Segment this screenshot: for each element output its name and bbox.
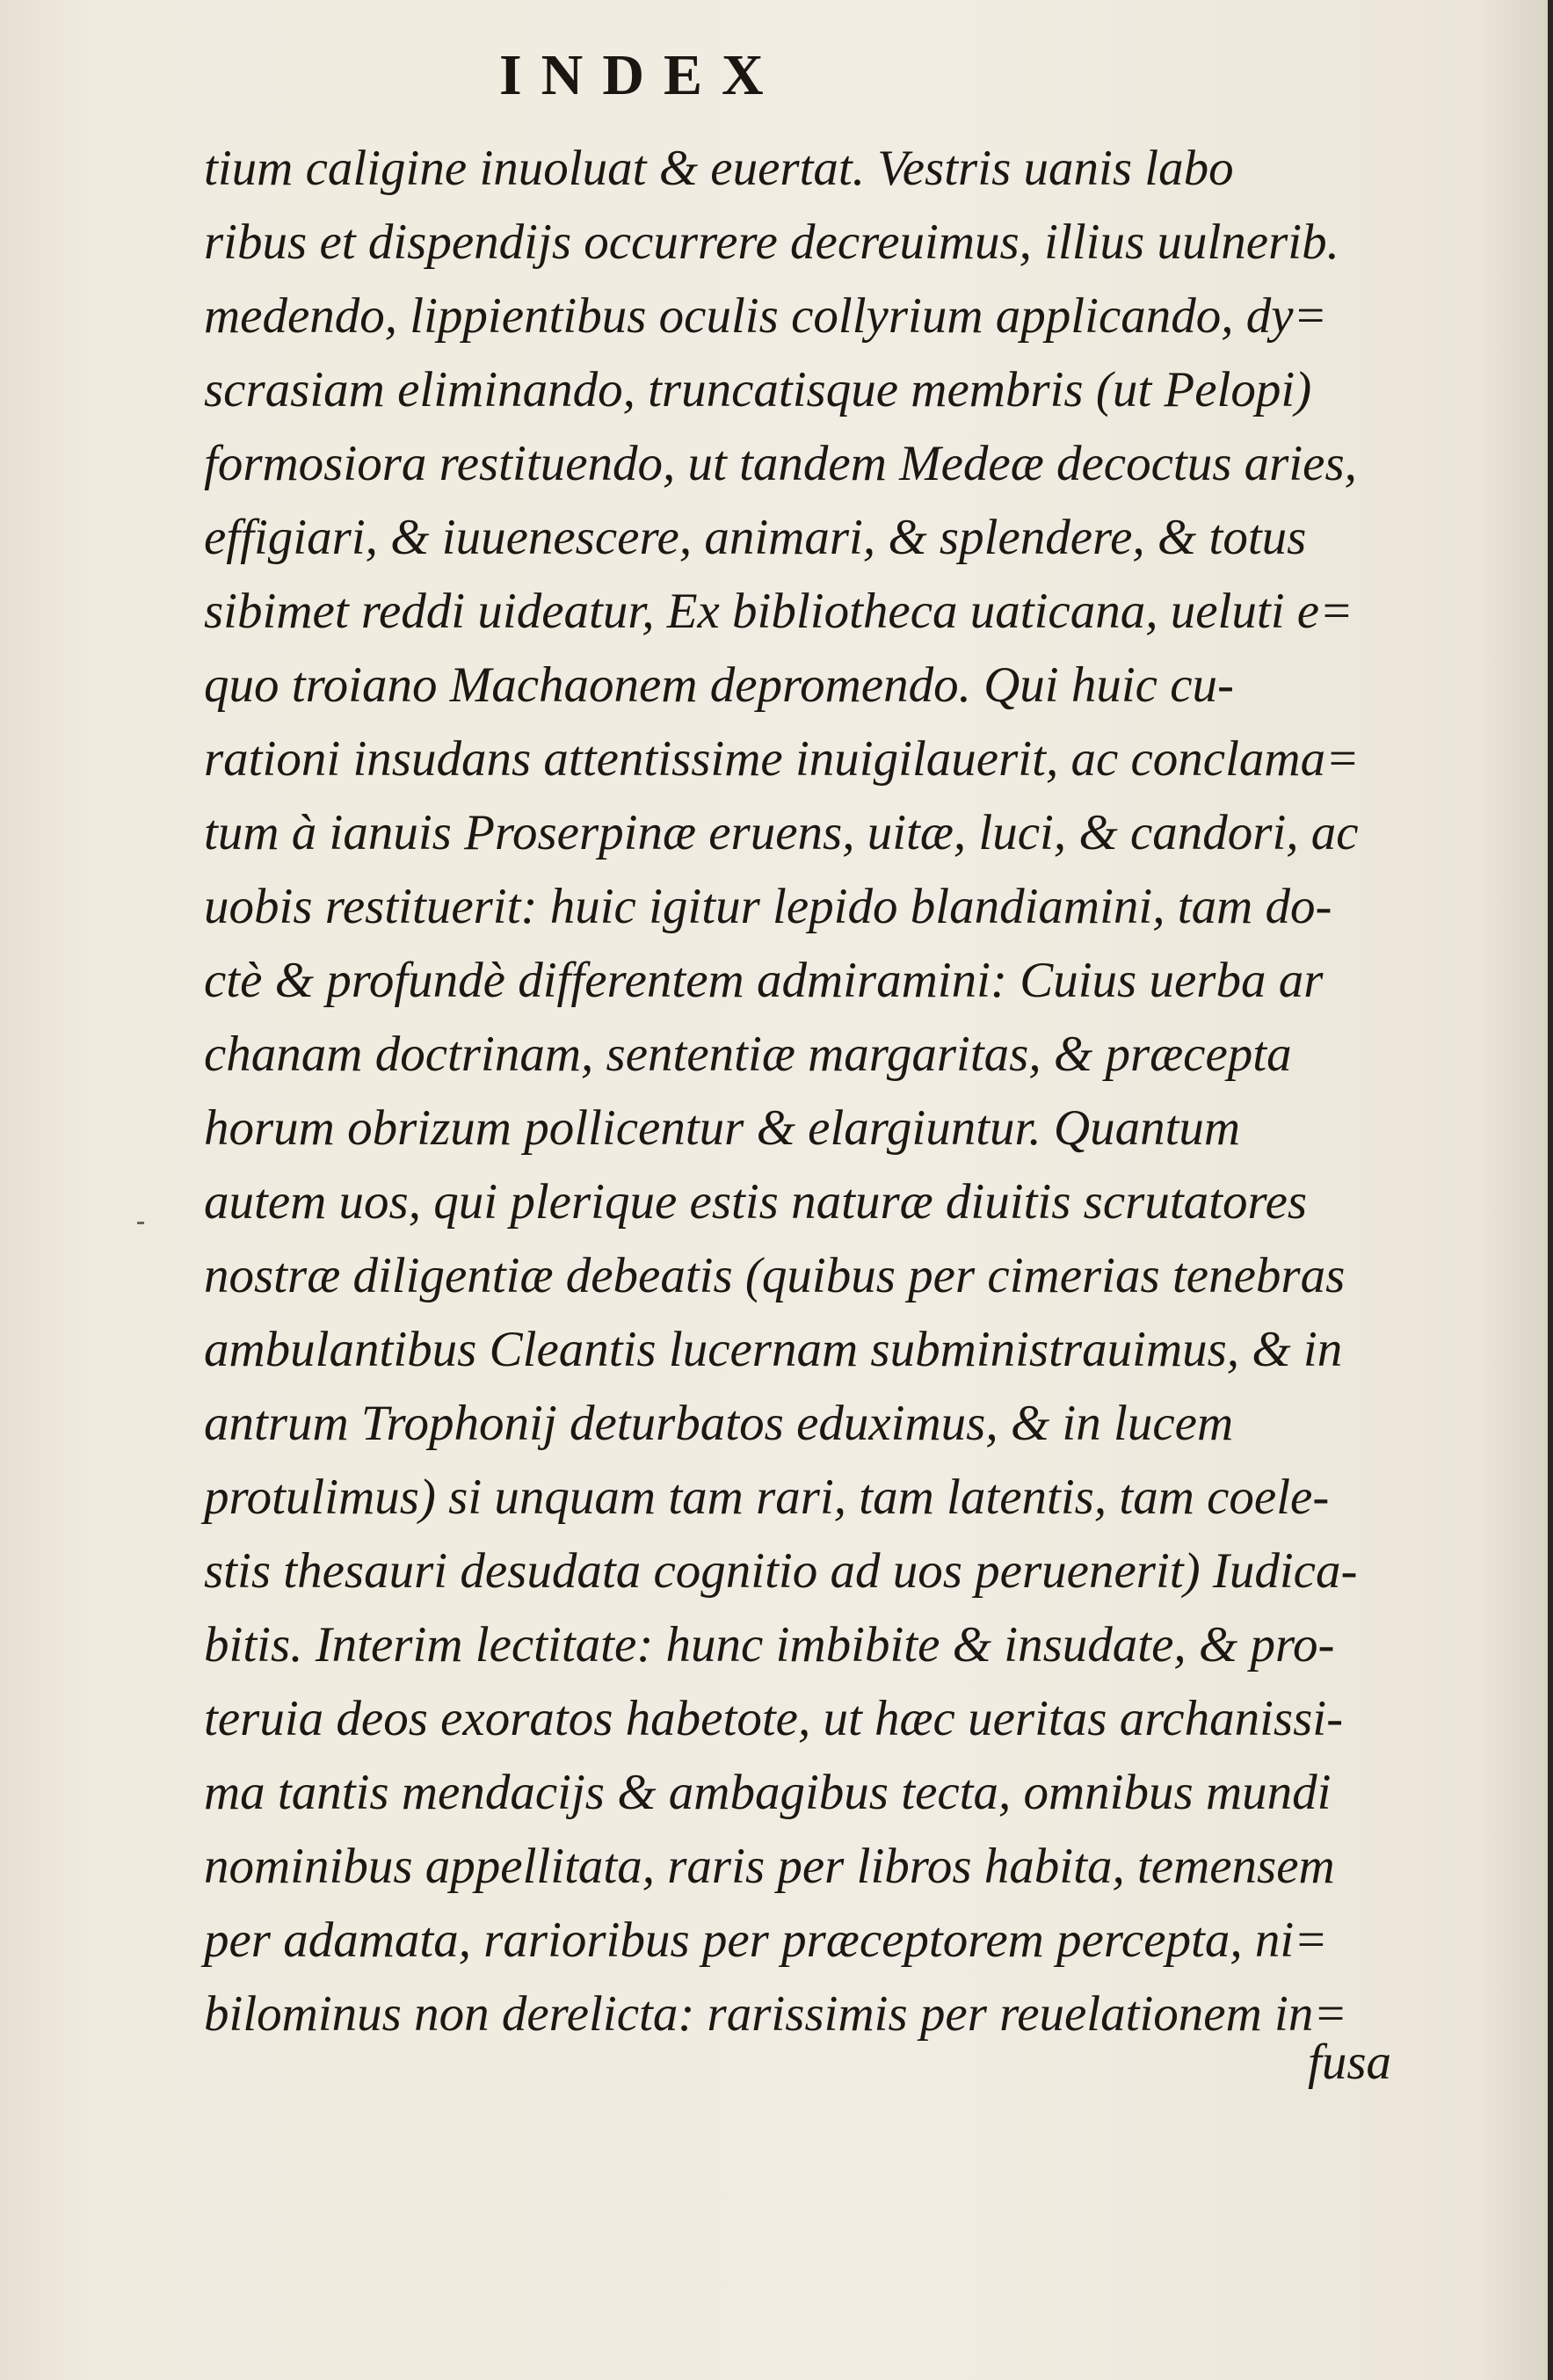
text-line: protulimus) si unquam tam rari, tam latentis, tam coele- [204, 1469, 1330, 1525]
text-line: ambulantibus Cleantis lucernam subministrauimus, & in [204, 1322, 1343, 1377]
body-text [204, 132, 1417, 2051]
text-line: per adamata, rarioribus per præceptorem percepta, ni= [204, 1912, 1328, 1968]
text-line: horum obrizum pollicentur & elargiuntur. Quantum [204, 1100, 1241, 1156]
margin-mark [137, 1222, 144, 1224]
text-line: chanam doctrinam, sententiæ margaritas, & præcepta [204, 1027, 1292, 1082]
text-line: bitis. Interim lectitate: hunc imbibite & insudate, & pro- [204, 1617, 1335, 1673]
text-line: formosiora restituendo, ut tandem Medeæ decoctus aries, [204, 436, 1357, 491]
text-line: antrum Trophonij deturbatos eduximus, & in lucem [204, 1396, 1234, 1451]
running-title: INDEX [499, 43, 783, 107]
text-line: ribus et dispendijs occurrere decreuimus, illius uulnerib. [204, 214, 1339, 270]
page-edge-shadow [1548, 0, 1553, 2380]
text-line: bilominus non derelicta: rarissimis per reuelationem in= [204, 1986, 1347, 2042]
text-line: teruia deos exoratos habetote, ut hæc ueritas archanissi- [204, 1691, 1344, 1746]
text-line: effigiari, & iuuenescere, animari, & splendere, & totus [204, 510, 1307, 565]
text-line: uobis restituerit: huic igitur lepido blandiamini, tam do- [204, 879, 1332, 934]
text-line: scrasiam eliminando, truncatisque membris (ut Pelopi) [204, 362, 1312, 417]
page-header [0, 26, 1553, 114]
catchword: fusa [1308, 2035, 1392, 2090]
text-line: sibimet reddi uideatur, Ex bibliotheca uaticana, ueluti e= [204, 584, 1353, 639]
text-line: stis thesauri desudata cognitio ad uos peruenerit) Iudica- [204, 1543, 1358, 1599]
text-line: nostræ diligentiæ debeatis (quibus per cimerias tenebras [204, 1248, 1346, 1303]
text-line: ctè & profundè differentem admiramini: Cuius uerba ar [204, 953, 1324, 1008]
text-line: medendo, lippientibus oculis collyrium applicando, dy= [204, 288, 1328, 344]
text-line: quo troiano Machaonem depromendo. Qui huic cu- [204, 657, 1234, 713]
text-line: tium caligine inuoluat & euertat. Vestris uanis labo [204, 141, 1234, 196]
text-line: rationi insudans attentissime inuigilauerit, ac conclama= [204, 731, 1360, 787]
text-line: tum à ianuis Proserpinæ eruens, uitæ, luci, & candori, ac [204, 805, 1359, 860]
text-line: nominibus appellitata, raris per libros habita, temensem [204, 1839, 1335, 1894]
text-line: autem uos, qui plerique estis naturæ diuitis scrutatores [204, 1174, 1308, 1230]
text-line: ma tantis mendacijs & ambagibus tecta, omnibus mundi [204, 1765, 1332, 1820]
